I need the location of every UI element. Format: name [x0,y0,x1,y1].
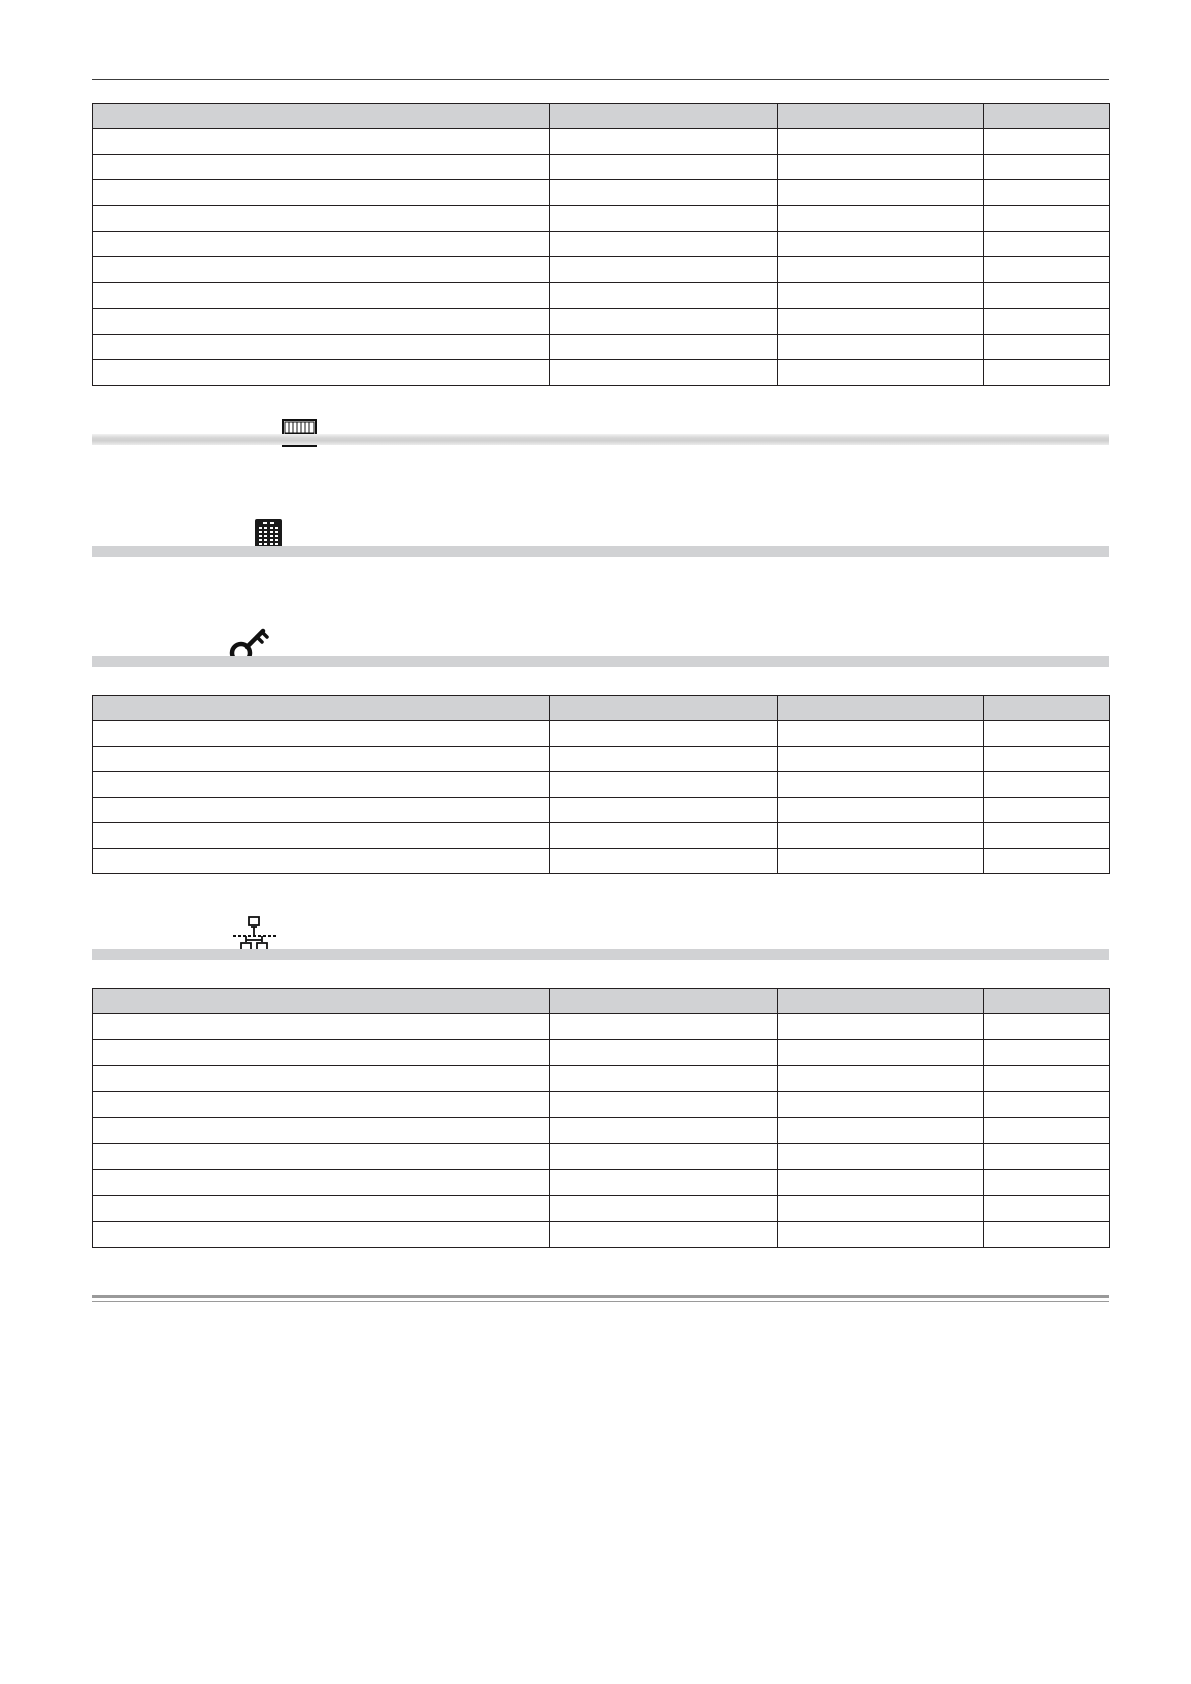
table-row [93,1170,1110,1196]
table-row [93,746,1110,772]
table-row [93,1222,1110,1248]
table-row [93,154,1110,180]
table-row [93,283,1110,309]
header-cell-item [93,104,550,129]
table-row [93,721,1110,747]
settings-table-2 [92,695,1110,874]
table-row [93,206,1110,232]
bottom-double-rule [92,1295,1109,1302]
header-cell-value [550,989,778,1014]
table-row [93,180,1110,206]
top-rule [92,79,1109,80]
table-header-row [93,989,1110,1014]
table-row [93,360,1110,386]
table-row [93,257,1110,283]
header-cell-item [93,696,550,721]
table-row [93,1092,1110,1118]
table-row [93,308,1110,334]
header-cell-value [550,696,778,721]
table-row [93,848,1110,874]
header-cell-page [984,989,1110,1014]
header-cell-setting [778,696,984,721]
section-bar-security [92,656,1109,667]
table-header-row [93,104,1110,129]
section-bar-remote [92,546,1109,557]
table-row [93,1040,1110,1066]
header-cell-value [550,104,778,129]
table-row [93,1144,1110,1170]
header-cell-item [93,989,550,1014]
table-header-row [93,696,1110,721]
header-cell-page [984,696,1110,721]
settings-table-3 [92,988,1110,1248]
section-bar-menu [92,434,1109,445]
table-row [93,334,1110,360]
table-row [93,129,1110,155]
header-cell-setting [778,104,984,129]
table-row [93,823,1110,849]
header-cell-page [984,104,1110,129]
table-row [93,231,1110,257]
table-row [93,1196,1110,1222]
table-row [93,797,1110,823]
header-cell-setting [778,989,984,1014]
table-row [93,772,1110,798]
table-row [93,1118,1110,1144]
section-bar-network [92,949,1109,960]
table-row [93,1066,1110,1092]
table-row [93,1014,1110,1040]
settings-table-1 [92,103,1110,386]
